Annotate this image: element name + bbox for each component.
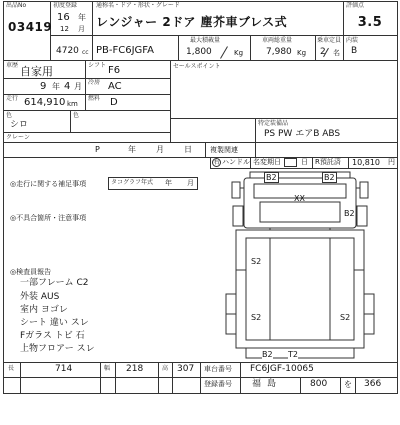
truck-body-inner [246, 238, 354, 340]
color-no-label: 色 [73, 112, 80, 119]
gross-weight-value: 7,980 [266, 47, 292, 57]
inspection-month-unit: 月 [74, 82, 82, 91]
max-load-value: 1,800 [186, 47, 212, 57]
truck-front-wheel-right [357, 206, 367, 226]
yen-unit: 円 [388, 158, 395, 166]
dimension-value: 218 [126, 364, 144, 374]
plate-number: 366 [364, 379, 382, 389]
color-label: 色 [6, 112, 13, 119]
capacity-label: 乗車定員 [317, 37, 342, 44]
capacity-unit: 名 [333, 49, 340, 57]
damage-mark: B2 [262, 350, 273, 359]
mileage-label: 走行 [6, 95, 19, 102]
defects-label: ◎不具合箇所・注意事項 [10, 214, 87, 222]
inspector-line: 一部フレーム C2 [20, 278, 89, 288]
header-row-divider [50, 35, 397, 36]
equipment-label: 特定装備品 [258, 120, 289, 127]
footer-col-line [115, 362, 116, 393]
footer-col-line [300, 377, 301, 393]
related-label: 複製関連 [210, 146, 238, 154]
ac-value: AC [108, 81, 122, 92]
header-divider [92, 1, 93, 60]
displacement-value: 4720 [56, 46, 79, 56]
interior-score: B [351, 46, 358, 56]
vehicle-name-label: 通称名・ドア・形状・グレード [96, 2, 180, 9]
footer-col-line [172, 362, 173, 393]
interior-score-label: 内装 [346, 37, 359, 44]
tacho-label: タコグラフ年式 [111, 179, 154, 186]
truck-mirror-left [232, 182, 240, 198]
shift-value: F6 [108, 65, 121, 76]
details-row-line [3, 110, 170, 111]
footer-col-line [240, 362, 241, 393]
lot-label: 出品No [6, 2, 27, 9]
inspection-month: 4 [64, 81, 71, 92]
truck-cab [244, 178, 356, 228]
inspector-line: 外装 AUS [20, 292, 60, 302]
mileage-unit: km [67, 100, 78, 108]
first-reg-year-unit: 年 [78, 13, 86, 22]
overall-score: 3.5 [357, 15, 383, 30]
inspector-line: 室内 ヨゴレ [20, 305, 68, 315]
plate-region: 福島 [252, 379, 283, 389]
header-divider [178, 35, 179, 60]
dimension-value: 714 [55, 364, 73, 374]
max-load-unit: Kg [234, 49, 244, 57]
tacho-month-unit: 月 [187, 179, 194, 187]
footer-col-line [200, 362, 201, 393]
fuel-label: 燃料 [88, 95, 101, 102]
date-day-unit: 日 [184, 145, 192, 154]
first-reg-month-unit: 月 [78, 25, 85, 33]
date-month-unit: 月 [156, 145, 164, 154]
details-row-line [3, 94, 170, 95]
p-label: P [95, 145, 100, 154]
shift-label: シフト [88, 62, 107, 69]
mileage-notes-label: ◎走行に関する補足事項 [10, 180, 87, 188]
details-row-line [3, 132, 170, 133]
inspection-year: 9 [40, 81, 47, 92]
capacity-value: 2 [320, 47, 326, 57]
footer-col-line [20, 362, 21, 393]
footer-col-line [158, 362, 159, 393]
damage-mark: B2 [266, 173, 277, 182]
details-col-line [70, 110, 71, 132]
damage-mark: B2 [324, 173, 335, 182]
first-reg-year: 16 [57, 12, 70, 23]
dimension-value: 307 [177, 364, 195, 374]
recycle-amount: 10,810 [352, 158, 380, 167]
first-reg-month: 12 [60, 25, 69, 33]
mileage-value: 614,910 [24, 97, 66, 108]
crane-label: クレーン [6, 134, 30, 141]
ac-label: 冷房 [88, 79, 101, 86]
damage-mark: B2 [344, 209, 355, 218]
name-change-day-unit: 日 [301, 158, 308, 166]
chassis-number: FC6JGF-10065 [250, 364, 314, 374]
plate-kana: を [344, 380, 352, 389]
handle-word: ハンドル [222, 158, 250, 166]
truck-cab-roof [260, 202, 340, 222]
details-col-line [170, 60, 171, 142]
truck-body [236, 230, 364, 348]
damage-mark: XX [294, 194, 305, 203]
handle-side-circle: 右 [213, 159, 220, 166]
displacement-unit: cc [82, 49, 89, 56]
fuel-value: D [110, 97, 118, 108]
plate-label: 登録番号 [204, 380, 232, 388]
dimension-label: 高 [162, 365, 169, 372]
footer-col-line [340, 377, 341, 393]
chassis-label: 車台番号 [204, 365, 232, 373]
truck-front-wheel-left [233, 206, 243, 226]
score-label: 評価点 [346, 2, 365, 9]
truck-mirror-right [360, 182, 368, 198]
header-divider [250, 35, 251, 60]
plate-class: 800 [310, 379, 328, 389]
damage-mark: T2 [288, 350, 298, 359]
max-load-label: 最大積載量 [190, 37, 221, 44]
equipment-value: PS PW エアB ABS [264, 129, 341, 139]
history-label: 車歴 [6, 62, 19, 69]
inspection-year-unit: 年 [52, 82, 60, 91]
footer-col-line [355, 377, 356, 393]
inspector-line: Fガラス トビ 石 [20, 331, 85, 341]
related-divider [205, 142, 206, 157]
header-bottom-line [3, 60, 397, 61]
equipment-divider [255, 118, 256, 157]
handle-row-divider [210, 157, 211, 168]
header-divider [343, 1, 344, 60]
inspector-line: シート 違い スレ [20, 318, 89, 328]
details-row-line [3, 142, 397, 143]
details-col-line [85, 60, 86, 110]
inspector-line: 上物フロアー スレ [20, 344, 95, 354]
name-change-label: 名変期日 [253, 158, 281, 166]
dimension-label: 長 [8, 365, 15, 372]
details-row-line [3, 78, 170, 79]
lot-number: 03419 [8, 20, 53, 34]
model-code: PB-FC6JGFA [96, 45, 154, 56]
recycle-label: R預託済 [315, 158, 341, 166]
first-reg-label: 初度登録 [53, 2, 78, 9]
inspector-label: ◎検査員報告 [10, 268, 52, 276]
header-divider [315, 35, 316, 60]
dimension-label: 幅 [104, 365, 111, 372]
date-year-unit: 年 [128, 145, 136, 154]
tacho-year-unit: 年 [165, 179, 172, 187]
history-value: 自家用 [20, 65, 53, 78]
damage-mark: S2 [251, 313, 262, 322]
vehicle-name: レンジャー 2ドア 塵芥車ブレス式 [96, 15, 288, 29]
damage-mark: S2 [251, 257, 262, 266]
footer-col-line [100, 362, 101, 393]
damage-mark: S2 [340, 313, 351, 322]
sales-point-label: セールスポイント [173, 63, 221, 70]
gross-weight-unit: Kg [297, 49, 307, 57]
sales-point-bottom [170, 118, 397, 119]
gross-weight-label: 車両総重量 [262, 37, 293, 44]
color-value: シロ [10, 120, 29, 130]
